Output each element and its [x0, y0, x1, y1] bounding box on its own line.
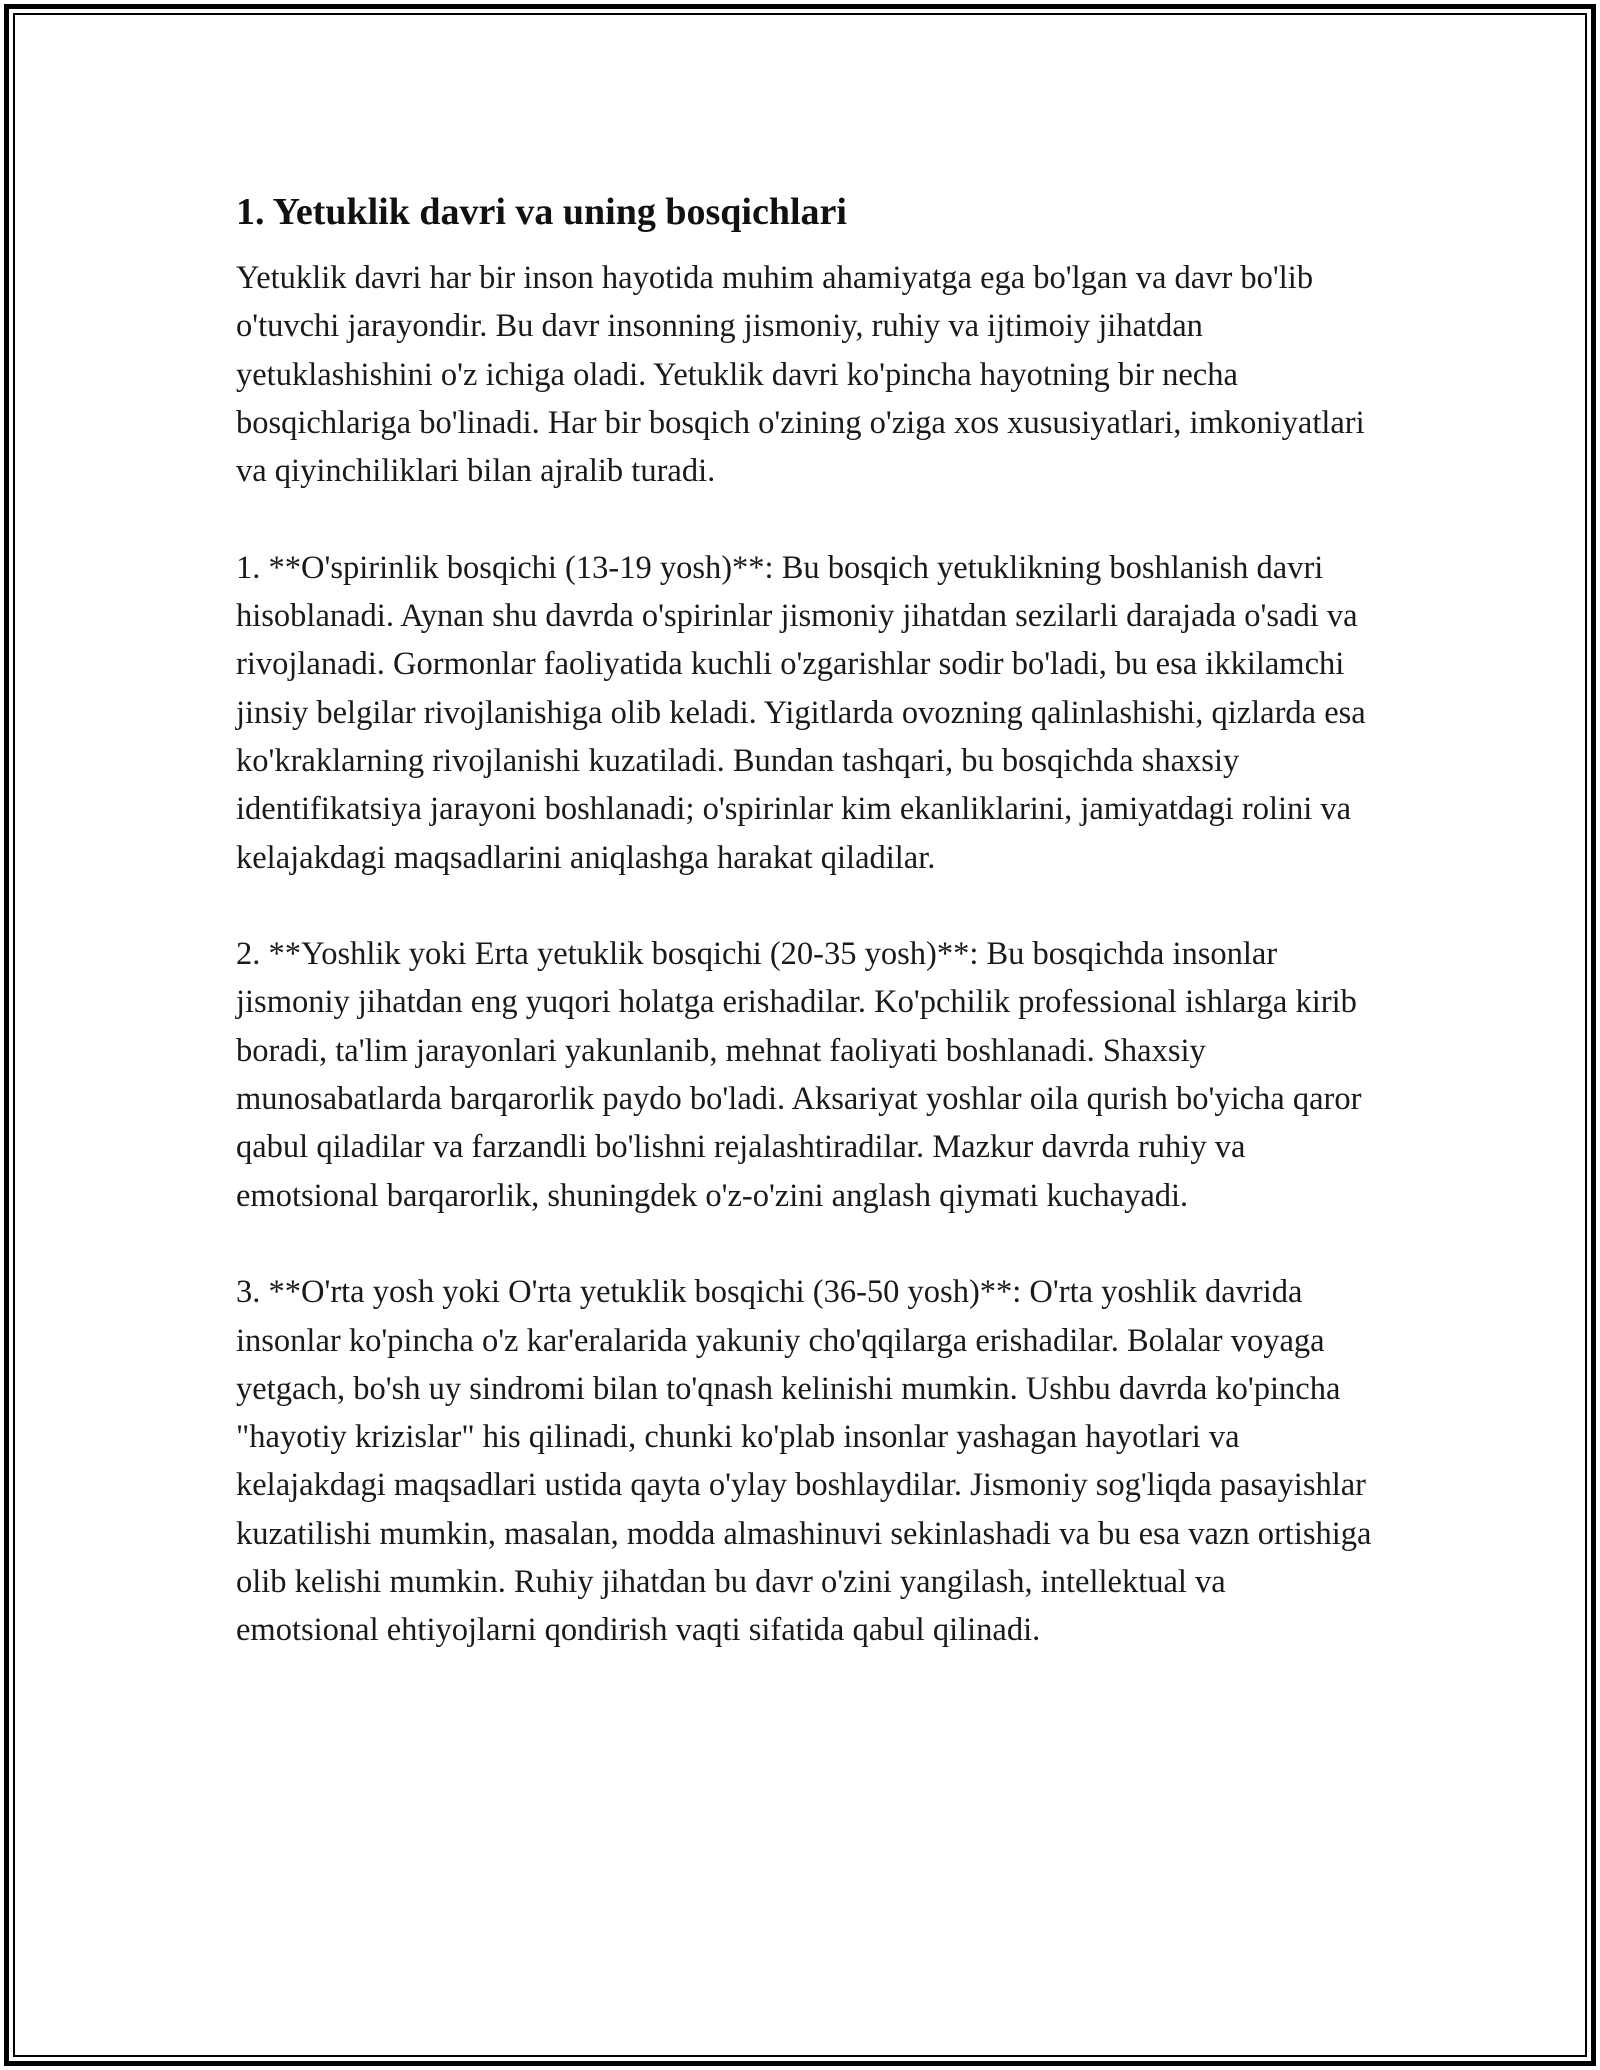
stage-2-paragraph: 2. **Yoshlik yoki Erta yetuklik bosqichi (20-35 yosh)**: Bu bosqichda insonlar jismoniy jihatdan eng yuqori holatga erishadilar. Ko'pchilik professional ishlarga kirib boradi, ta'lim jarayonlari yakunlanib, mehnat faoliyati boshlanadi. Shaxsiy munosabatlarda barqarorlik paydo bo'ladi. Aksariyat yoshlar oila qurish bo'yicha qaror qabul qiladilar va farzandli bo'lishni rejalashtiradilar. Mazkur davrda ruhiy va emotsional barqarorlik, shuningdek o'z-o'zini anglash qiymati kuchayadi.: [236, 936, 1362, 1214]
section-heading: 1. Yetuklik davri va uning bosqichlari: [236, 191, 847, 233]
document-body: [236, 184, 1376, 1655]
stage-1-paragraph: 1. **O'spirinlik bosqichi (13-19 yosh)**: Bu bosqich yetuklikning boshlanish davri hisoblanadi. Aynan shu davrda o'spirinlar jismoniy jihatdan sezilarli darajada o'sadi va rivojlanadi. Gormonlar faoliyatida kuchli o'zgarishlar sodir bo'ladi, bu esa ikkilamchi jinsiy belgilar rivojlanishiga olib keladi. Yigitlarda ovozning qalinlashishi, qizlarda esa ko'kraklarning rivojlanishi kuzatiladi. Bundan tashqari, bu bosqichda shaxsiy identifikatsiya jarayoni boshlanadi; o'spirinlar kim ekanliklarini, jamiyatdagi rolini va kelajakdagi maqsadlarini aniqlashga harakat qiladilar.: [236, 549, 1366, 876]
intro-paragraph: Yetuklik davri har bir inson hayotida muhim ahamiyatga ega bo'lgan va davr bo'lib o'tuvchi jarayondir. Bu davr insonning jismoniy, ruhiy va ijtimoiy jihatdan yetuklashishini o'z ichiga oladi. Yetuklik davri ko'pincha hayotning bir necha bosqichlariga bo'linadi. Har bir bosqich o'zining o'ziga xos xususiyatlari, imkoniyatlari va qiyinchiliklari bilan ajralib turadi.: [236, 260, 1365, 490]
stage-3-paragraph: 3. **O'rta yosh yoki O'rta yetuklik bosqichi (36-50 yosh)**: O'rta yoshlik davrida insonlar ko'pincha o'z kar'eralarida yakuniy cho'qqilarga erishadilar. Bolalar voyaga yetgach, bo'sh uy sindromi bilan to'qnash kelinishi mumkin. Ushbu davrda ko'pincha "hayotiy krizislar" his qilinadi, chunki ko'plab insonlar yashagan hayotlari va kelajakdagi maqsadlari ustida qayta o'ylay boshlaydilar. Jismoniy sog'liqda pasayishlar kuzatilishi mumkin, masalan, modda almashinuvi sekinlashadi va bu esa vazn ortishiga olib kelishi mumkin. Ruhiy jihatdan bu davr o'zini yangilash, intellektual va emotsional ehtiyojlarni qondirish vaqti sifatida qabul qilinadi.: [236, 1274, 1372, 1649]
